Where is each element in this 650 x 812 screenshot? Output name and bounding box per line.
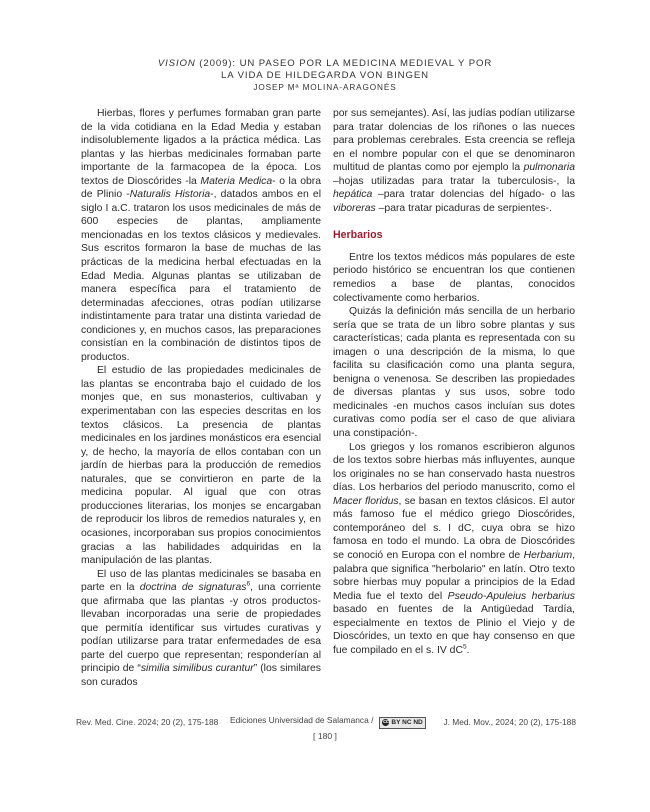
header-title-line1: VISION (2009): UN PASEO POR LA MEDICINA MEDIEVAL Y POR [157, 58, 493, 69]
header-author: JOSEP Mª MOLINA-ARAGONÉS [253, 83, 397, 92]
footer-journal-left: Rev. Med. Cine. 2024; 20 (2), 175-188 [76, 716, 219, 727]
paragraph: Hierbas, flores y perfumes formaban gran parte de la vida cotidiana en la Edad Media y estaban indisolublemente ligados a la práctica médica. Las plantas y las hierbas medicinales formaban parte importante de la farmacopea de la época. Los textos de Dioscórides -la Materia Medica- o la obra de Plinio -Naturalis Historia-, datados ambos en el siglo I a.C. trataron los usos medicinales de más de 600 especies de plantas, ampliamente mencionadas en los textos clásicos y medievales. Sus escritos formaron la base de muchas de las prácticas de la medicina herbal efectuadas en la Edad Media. Algunas plantas se utilizaban de manera específica para el tratamiento de determinadas afecciones, otras podían utilizarse indistintamente para tratar una distinta variedad de condiciones y, en muchos casos, las preparaciones consistían en la combinación de distintos tipos de productos. [81, 108, 322, 363]
paragraph: por sus semejantes). Así, las judías podían utilizarse para tratar dolencias de los riñones o las nueces para problemas cerebrales. Esta creencia se refleja en el nombre popular con el que se denominaron multitud de plantas como por ejemplo la pulmonaria –hojas utilizadas para tratar la tuberculosis-, la hepática –para tratar dolencias del hígado- o las viboreras –para tratar picaduras de serpientes-. [333, 108, 575, 214]
paragraph: Los griegos y los romanos escribieron algunos de los textos sobre hierbas más influyentes, aunque los originales no se han conservado hasta nuestros días. Los herbarios del periodo manuscrito, como el Macer floridus, se basan en textos clásicos. El autor más famoso fue el médico griego Dioscórides, contemporáneo del s. I dC, cuya obra se hizo famosa en todo el mundo. La obra de Dioscórides se conoció en Europa con el nombre de Herbarium, palabra que significa "herbolario" en latín. Otro texto sobre hierbas muy popular a principios de la Edad Media fue el texto del Pseudo-Apuleius herbarius basado en fuentes de la Antigüedad Tardía, especialmente en textos de Plinio el Viejo y de Dioscórides, un texto en que hay consenso en que fue compilado en el s. IV $dC^5$. [333, 441, 575, 656]
page-number: [ 180 ] [313, 731, 337, 741]
paragraph: El estudio de las propiedades medicinales de las plantas se encontraba bajo el cuidado de los monjes que, en sus monasterios, cultivaban y experimentaban con las especies descritas en los textos clásicos. La presencia de plantas medicinales en los jardines monásticos era esencial y, de hecho, la mayoría de ellos contaban con un jardín de hierbas para la producción de remedios naturales, que se convirtieron en parte de la medicina popular. Al igual que con otras producciones literarias, los monjes se encargaban de reproducir los libros de remedios naturales y, en ocasiones, incorporaban sus propios conocimientos gracias a las habilidades adquiridas en la manipulación de las plantas. [81, 365, 321, 567]
left-column [81, 107, 321, 690]
right-column [333, 107, 575, 657]
footnote-ref: 6 [246, 580, 251, 588]
running-header [0, 58, 650, 93]
footer-publisher: Ediciones Universidad de Salamanca / cc BY NC ND [230, 715, 432, 729]
cc-license-icon: cc BY NC ND [379, 717, 425, 729]
footnote-ref: 5 [462, 643, 467, 651]
paragraph: Entre los textos médicos más populares de este periodo histórico se encuentran los que contienen remedios a base de plantas, conocidos colectivamente como herbarios. [333, 251, 575, 304]
header-title-line2: LA VIDA DE HILDEGARDA VON BINGEN [221, 70, 429, 81]
paragraph: El uso de las plantas medicinales se basaba en parte en la doctrina de signaturas$^6$, una corriente que afirmaba que las plantas -y otros productos- llevaban incorporadas una serie de propiedades que permitía identificar sus virtudes curativas y podían utilizarse para tratar enfermedades de esa parte del cuerpo que representan; responderían al principio de “similia similibus curantur” (los similares son curados [81, 568, 321, 688]
paragraph: Quizás la definición más sencilla de un herbario sería que se trata de un libro sobre plantas y sus características; cada planta es representada con su imagen o una descripción de la misma, lo que facilita su clasificación como una planta segura, benigna o venenosa. Se describen las propiedades de diversas plantas y sus usos, sobre todo medicinales -en muchos casos incluían sus dotes curativas como podía ser el caso de que aliviara una constipación-. [333, 306, 575, 440]
footer-journal-right: J. Med. Mov., 2024; 20 (2), 175-188 [443, 716, 576, 727]
section-heading: Herbarios [333, 229, 383, 242]
footer-row [76, 715, 576, 729]
